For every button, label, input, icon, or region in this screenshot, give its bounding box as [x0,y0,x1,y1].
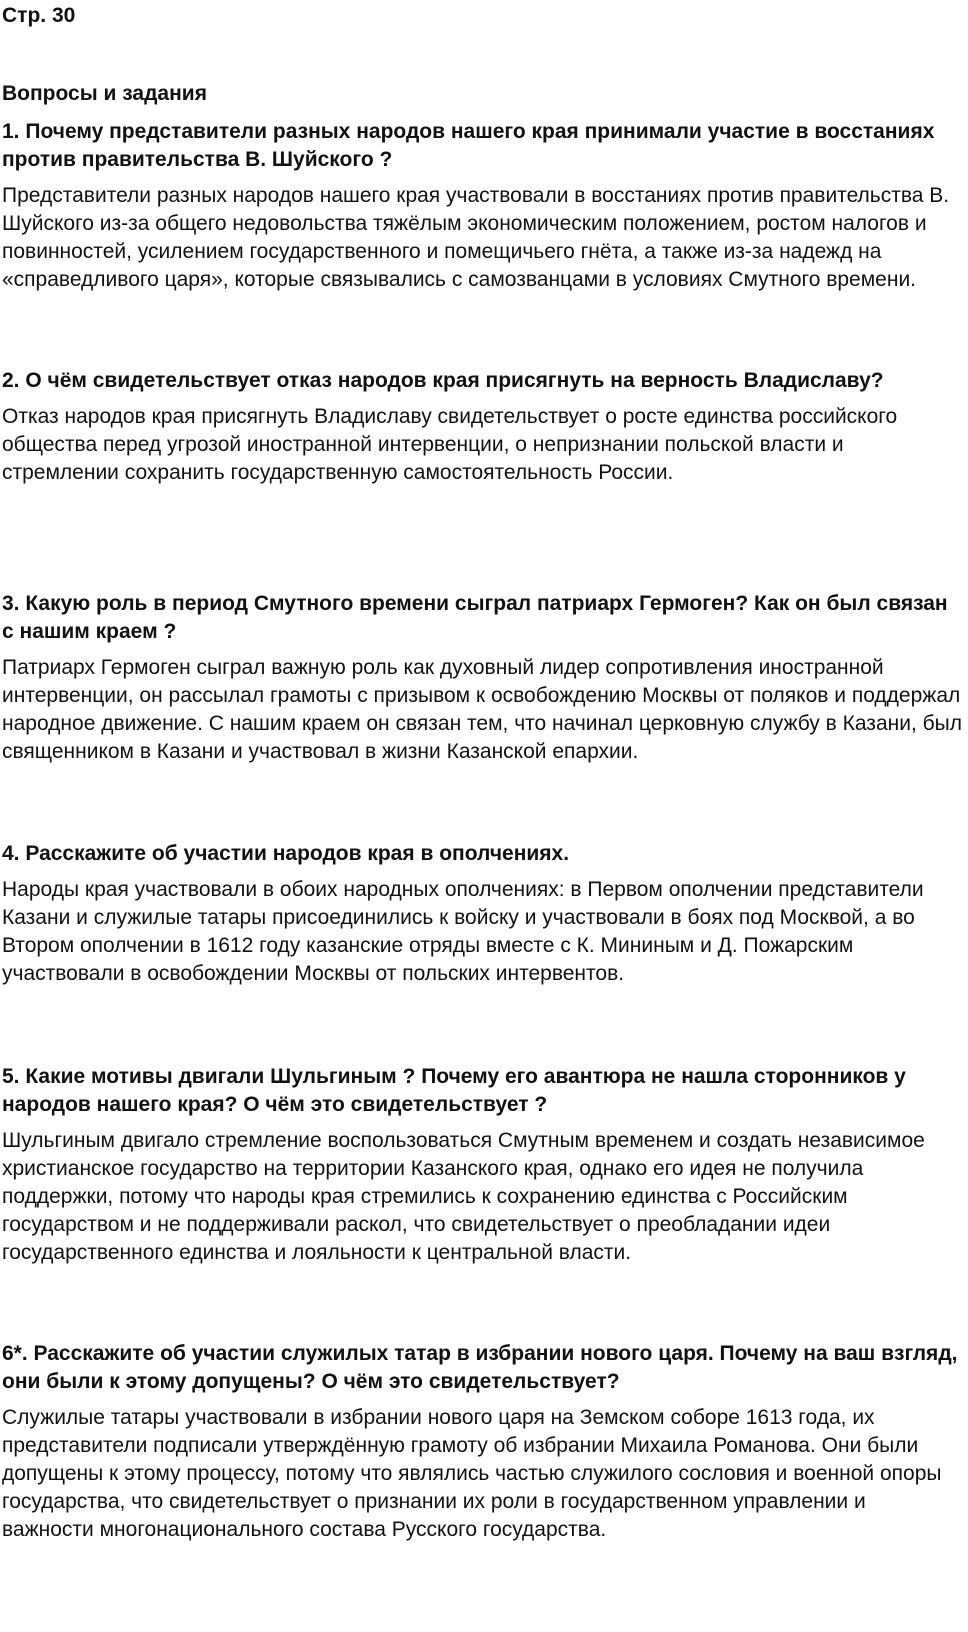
section-title: Вопросы и задания [2,82,207,105]
question-3: 3. Какую роль в период Смутного времени сыграл патриарх Гермоген? Как он был связан с нашим краем ? [2,592,948,643]
question-2: 2. О чём свидетельствует отказ народов края присягнуть на верность Владиславу? [2,369,884,392]
question-5: 5. Какие мотивы двигали Шульгиным ? Почему его авантюра не нашла сторонников у народов нашего края? О чём это свидетельствует ? [2,1065,906,1116]
answer-4: Народы края участвовали в обоих народных ополчениях: в Первом ополчении представители Казани и служилые татары присоединились к войску и участвовали в боях под Москвой, а во Втором ополчении в 1612 году казанские отряды вместе с К. Мининым и Д. Пожарским участвовали в освобождении Москвы от польских интервентов. [2,878,924,985]
qa-item-6 [2,1340,962,1544]
qa-item-3 [2,590,962,766]
answer-6: Служилые татары участвовали в избрании нового царя на Земском соборе 1613 года, их представители подписали утверждённую грамоту об избрании Михаила Романова. Они были допущены к этому процессу, потому что являлись частью служилого сословия и военной опоры государства, что свидетельствует о признании их роли в государственном управлении и важности многонационального состава Русского государства. [2,1406,942,1541]
qa-item-5 [2,1063,962,1267]
question-4: 4. Расскажите об участии народов края в ополчениях. [2,842,570,865]
page-label: Стр. 30 [2,4,76,27]
qa-item-4 [2,840,962,988]
answer-1: Представители разных народов нашего края участвовали в восстаниях против правительства В. Шуйского из-за общего недовольства тяжёлым экономическим положением, ростом налогов и повинностей, усилением государственного и помещичьего гнёта, а также из-за надежд на «справедливого царя», которые связывались с самозванцами в условиях Смутного времени. [2,184,950,291]
qa-item-2 [2,367,962,487]
answer-2: Отказ народов края присягнуть Владиславу свидетельствует о росте единства российского общества перед угрозой иностранной интервенции, о непризнании польской власти и стремлении сохранить государственную самостоятельность России. [2,405,898,484]
qa-item-1 [2,118,962,294]
question-6: 6*. Расскажите об участии служилых татар в избрании нового царя. Почему на ваш взгляд, они были к этому допущены? О чём это свидетельствует? [2,1342,958,1393]
answer-3: Патриарх Гермоген сыграл важную роль как духовный лидер сопротивления иностранной интервенции, он рассылал грамоты с призывом к освобождению Москвы от поляков и поддержал народное движение. С нашим краем он связан тем, что начинал церковную службу в Казани, был священником в Казани и участвовал в жизни Казанской епархии. [2,656,962,763]
question-1: 1. Почему представители разных народов нашего края принимали участие в восстаниях против правительства В. Шуйского ? [2,120,935,171]
answer-5: Шульгиным двигало стремление воспользоваться Смутным временем и создать независимое христианское государство на территории Казанского края, однако его идея не получила поддержки, потому что народы края стремились к сохранению единства с Российским государством и не поддерживали раскол, что свидетельствует о преобладании идеи государственного единства и лояльности к центральной власти. [2,1129,925,1264]
